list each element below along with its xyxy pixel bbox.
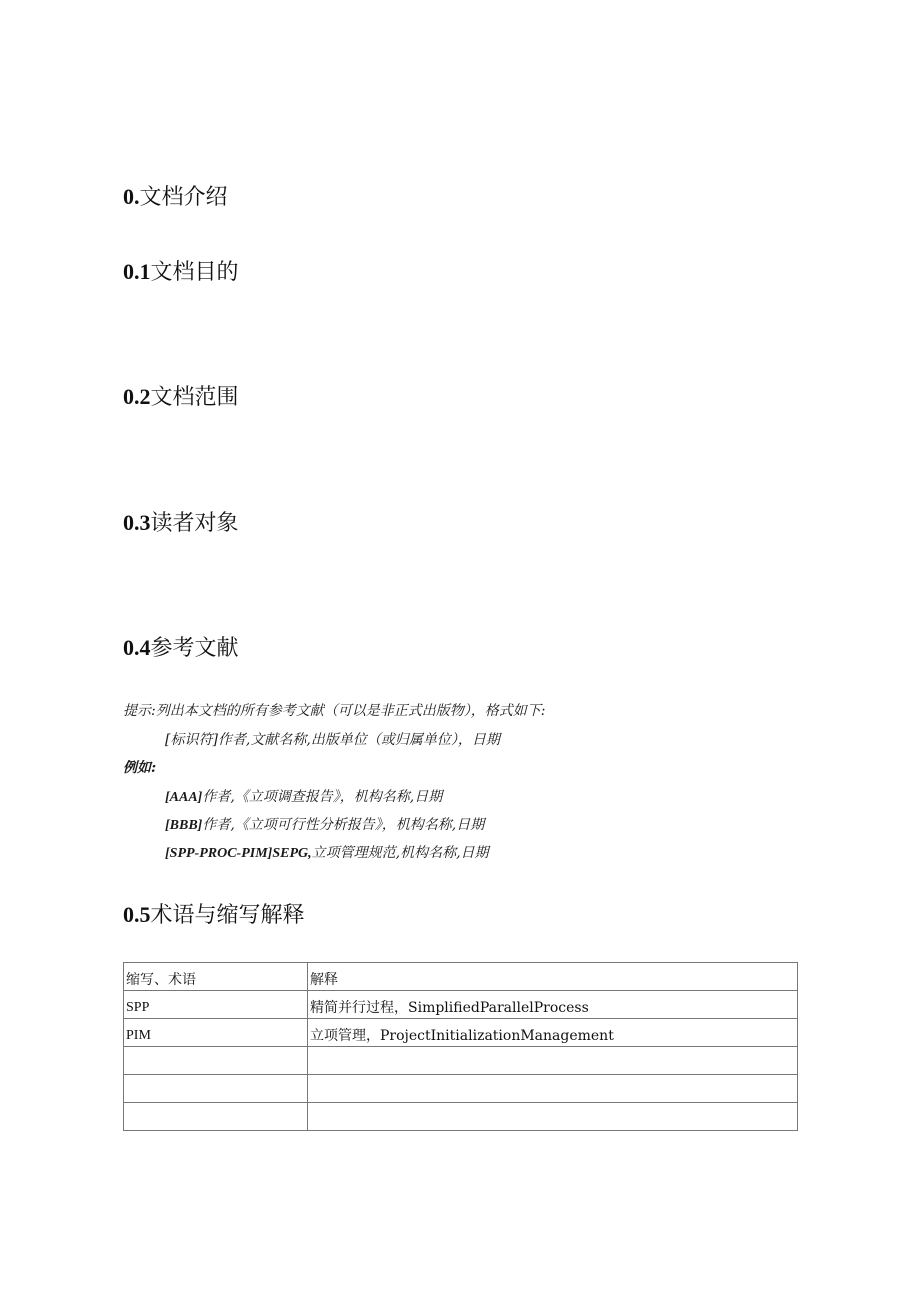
section-heading-0-5 bbox=[123, 901, 305, 930]
section-heading-0-3 bbox=[123, 509, 239, 538]
table-row bbox=[124, 991, 798, 1019]
table-cell-term bbox=[124, 1075, 308, 1103]
table-header-row bbox=[124, 963, 798, 991]
reference-id: [AAA] bbox=[165, 790, 203, 805]
reference-hint: 提示:列出本文档的所有参考文献（可以是非正式出版物），格式如下: bbox=[123, 703, 546, 719]
section-number: 0. bbox=[123, 184, 140, 209]
section-heading-0 bbox=[123, 183, 228, 212]
table-header-cell: 解释 bbox=[308, 963, 798, 991]
table-cell-definition: 精简并行过程，SimplifiedParallelProcess bbox=[308, 991, 798, 1019]
table-header-cell: 缩写、术语 bbox=[124, 963, 308, 991]
table-cell-term bbox=[124, 1103, 308, 1131]
section-title: 术语与缩写解释 bbox=[150, 903, 305, 928]
table-row bbox=[124, 1047, 798, 1075]
section-title: 读者对象 bbox=[150, 511, 239, 536]
section-number: 0.5 bbox=[123, 902, 151, 927]
reference-example bbox=[165, 816, 484, 835]
section-number: 0.1 bbox=[123, 259, 151, 284]
table-cell-definition bbox=[308, 1047, 798, 1075]
section-heading-0-2 bbox=[123, 383, 239, 412]
section-number: 0.4 bbox=[123, 635, 151, 660]
table-cell-term: PIM bbox=[124, 1019, 308, 1047]
section-title: 文档介绍 bbox=[139, 185, 228, 210]
section-heading-0-1 bbox=[123, 258, 239, 287]
reference-text: 作者,《立项调查报告》，机构名称,日期 bbox=[202, 789, 443, 805]
section-title: 文档目的 bbox=[150, 260, 239, 285]
reference-format: [标识符]作者,文献名称,出版单位（或归属单位），日期 bbox=[165, 732, 500, 748]
section-heading-0-4 bbox=[123, 634, 239, 663]
terms-table bbox=[123, 962, 798, 1131]
reference-example bbox=[165, 788, 442, 807]
example-label-text: 例如: bbox=[123, 760, 157, 776]
table-cell-definition: 立项管理，ProjectInitializationManagement bbox=[308, 1019, 798, 1047]
section-title: 参考文献 bbox=[150, 636, 239, 661]
example-label bbox=[123, 759, 156, 777]
table-cell-term bbox=[124, 1047, 308, 1075]
section-number: 0.2 bbox=[123, 384, 151, 409]
reference-text: 作者,《立项可行性分析报告》，机构名称,日期 bbox=[202, 817, 485, 833]
table-cell-term: SPP bbox=[124, 991, 308, 1019]
section-title: 文档范围 bbox=[150, 385, 239, 410]
table-row bbox=[124, 1103, 798, 1131]
table-cell-definition bbox=[308, 1075, 798, 1103]
reference-example bbox=[165, 844, 489, 863]
reference-id: [BBB] bbox=[165, 818, 203, 833]
table-row bbox=[124, 1019, 798, 1047]
table-row bbox=[124, 1075, 798, 1103]
reference-id: [SPP-PROC-PIM]SEPG, bbox=[165, 846, 312, 861]
section-number: 0.3 bbox=[123, 510, 151, 535]
table-cell-definition bbox=[308, 1103, 798, 1131]
reference-text: 立项管理规范,机构名称,日期 bbox=[311, 845, 489, 861]
